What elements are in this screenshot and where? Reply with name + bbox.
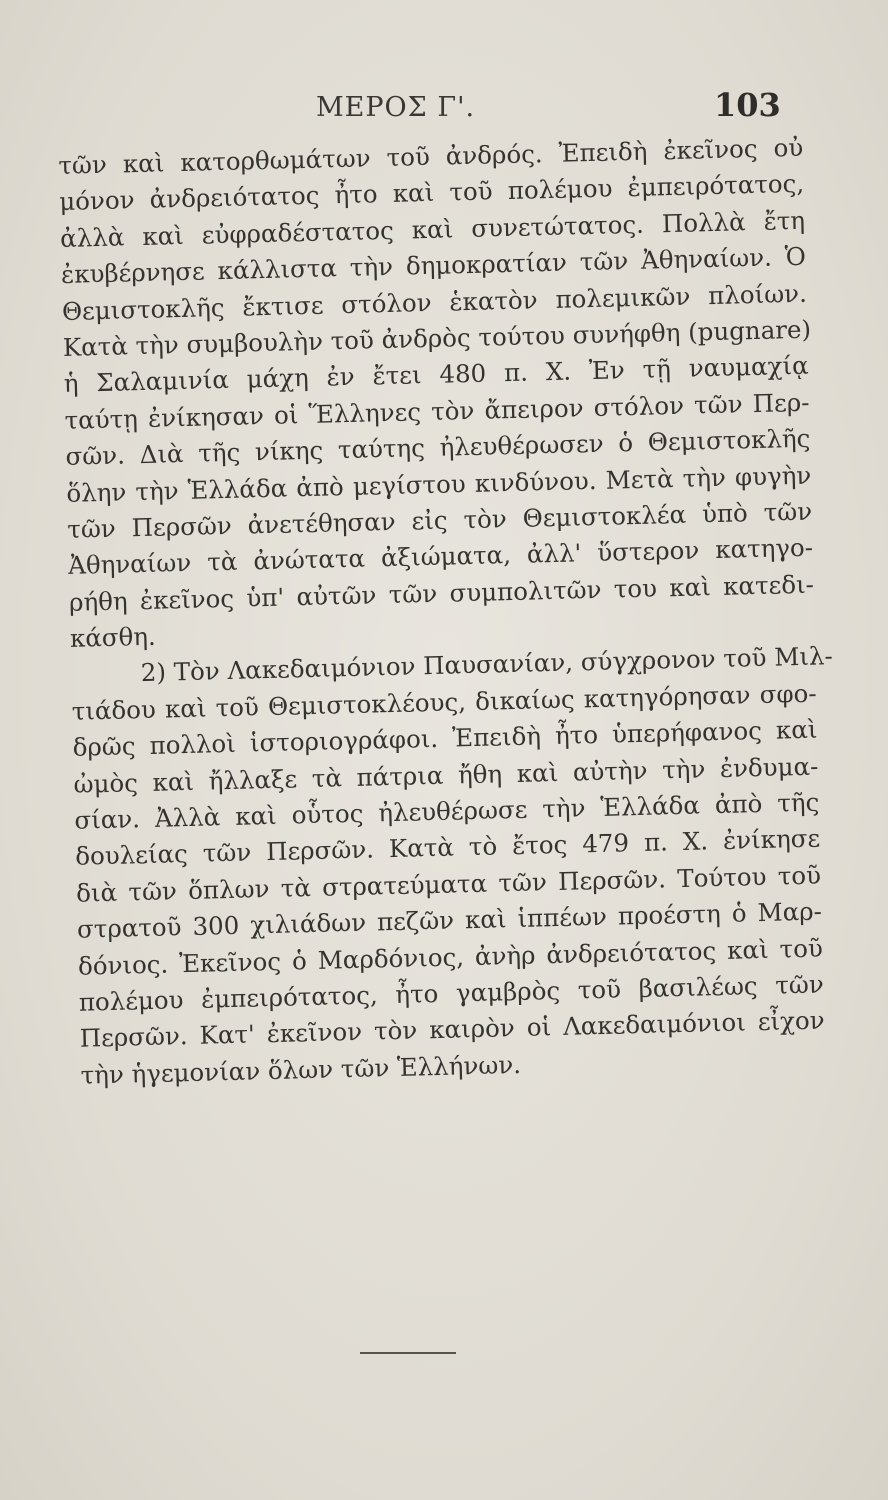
- text-line: ἐκυβέρνησε κάλλιστα τὴν δημοκρατίαν τῶν Ἀθηναίων. Ὁ: [60, 241, 807, 290]
- text-line: δουλείας τῶν Περσῶν. Κατὰ τὸ ἔτος 479 π. Χ. ἐνίκησε: [74, 824, 821, 872]
- body-text: [58, 130, 834, 1094]
- text-line: διὰ τῶν ὅπλων τὰ στρατεύματα τῶν Περσῶν. Τούτου τοῦ: [75, 860, 822, 908]
- running-head: ΜΕΡΟΣ Γ'.: [316, 92, 476, 123]
- text-line: Περσῶν. Κατ' ἐκεῖνον τὸν καιρὸν οἱ Λακεδαιμόνιοι εἶχον: [79, 1005, 825, 1054]
- text-line: τῶν καὶ κατορθωμάτων τοῦ ἀνδρός. Ἐπειδὴ ἐκεῖνος οὐ: [58, 132, 804, 180]
- text-line: ὠμὸς καὶ ἤλλαξε τὰ πάτρια ἤθη καὶ αὐτὴν τὴν ἐνδυμα-: [73, 751, 819, 799]
- text-line: κάσθη.: [69, 621, 157, 653]
- text-line: μόνον ἀνδρειότατος ἦτο καὶ τοῦ πολέμου ἐμπειρότατος,: [58, 169, 805, 217]
- text-line: τῶν Περσῶν ἀνετέθησαν εἰς τὸν Θεμιστοκλέα ὑπὸ τῶν: [66, 496, 813, 544]
- text-line: τιάδου καὶ τοῦ Θεμιστοκλέους, δικαίως κατηγόρησαν σφο-: [71, 678, 817, 726]
- text-line: Θεμιστοκλῆς ἔκτισε στόλον ἑκατὸν πολεμικῶν πλοίων.: [61, 278, 808, 326]
- text-line: στρατοῦ 300 χιλιάδων πεζῶν καὶ ἱππέων προέστη ὁ Μαρ-: [76, 896, 823, 944]
- section-divider: [360, 1352, 456, 1354]
- page-number: 103: [714, 86, 781, 124]
- text-line: δρῶς πολλοὶ ἱστοριογράφοι. Ἐπειδὴ ἦτο ὑπερήφανος καὶ: [72, 714, 818, 763]
- text-line: δόνιος. Ἐκεῖνος ὁ Μαρδόνιος, ἀνὴρ ἀνδρειότατος καὶ τοῦ: [77, 933, 824, 981]
- text-line: ταύτῃ ἐνίκησαν οἱ Ἕλληνες τὸν ἄπειρον στόλον τῶν Περ-: [64, 387, 810, 435]
- text-line: Ἀθηναίων τὰ ἀνώτατα ἀξιώματα, ἀλλ' ὕστερον κατηγο-: [67, 532, 814, 581]
- page-header: [0, 86, 888, 132]
- text-line: ὅλην τὴν Ἑλλάδα ἀπὸ μεγίστου κινδύνου. Μετὰ τὴν φυγὴν: [66, 460, 812, 508]
- paragraph-2: [70, 639, 834, 1094]
- text-line: ἡ Σαλαμινία μάχη ἐν ἔτει 480 π. Χ. Ἐν τῇ ναυμαχίᾳ: [63, 351, 809, 399]
- text-line: πολέμου ἐμπειρότατος, ἦτο γαμβρὸς τοῦ βασιλέως τῶν: [78, 969, 825, 1017]
- text-line: ἀλλὰ καὶ εὐφραδέστατος καὶ συνετώτατος. Πολλὰ ἔτη: [59, 205, 806, 253]
- text-line: τὴν ἡγεμονίαν ὅλων τῶν Ἑλλήνων.: [80, 1049, 522, 1090]
- text-line: ρήθη ἐκεῖνος ὑπ' αὐτῶν τῶν συμπολιτῶν του καὶ κατεδι-: [68, 569, 815, 617]
- paragraph-1: [58, 130, 815, 658]
- text-line: σῶν. Διὰ τῆς νίκης ταύτης ἠλευθέρωσεν ὁ Θεμιστοκλῆς: [65, 423, 811, 472]
- text-line: σίαν. Ἀλλὰ καὶ οὗτος ἠλευθέρωσε τὴν Ἑλλάδα ἀπὸ τῆς: [74, 787, 820, 835]
- text-line: Κατὰ τὴν συμβουλὴν τοῦ ἀνδρὸς τούτου συνήφθη (pugnare): [62, 314, 812, 362]
- text-line: 2) Τὸν Λακεδαιμόνιον Παυσανίαν, σύγχρονον τοῦ Μιλ-: [140, 641, 834, 688]
